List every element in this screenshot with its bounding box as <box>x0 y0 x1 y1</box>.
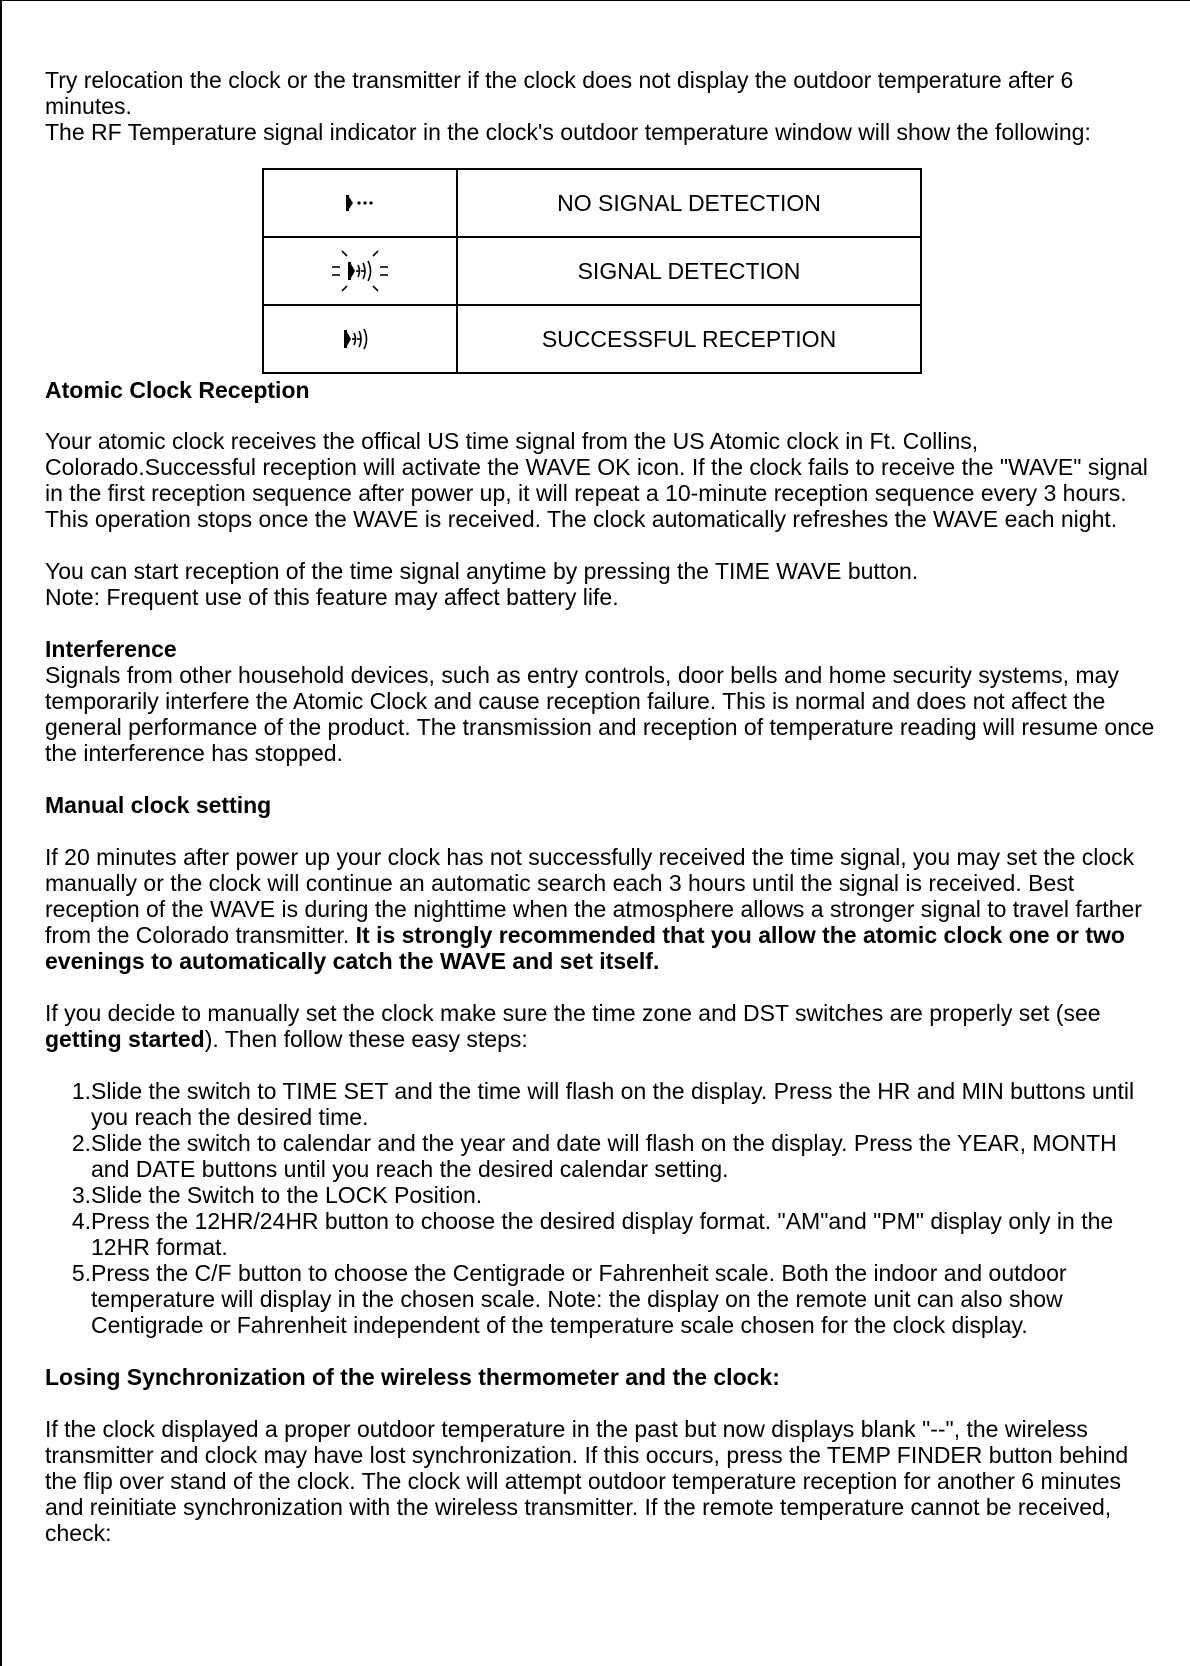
signal-detection-label: SIGNAL DETECTION <box>457 237 921 305</box>
recommendation-bold: It is strongly recommended that you allow the atomic clock one or two evenings to automatically catch the WAVE and set itself. <box>45 922 1125 974</box>
signal-indicator-table <box>262 168 922 374</box>
signal-detection-icon <box>320 241 400 301</box>
sync-paragraph: If the clock displayed a proper outdoor temperature in the past but now displays blank "--", the wireless transmitter and clock may have lost synchronization. If this occurs, press the TEMP FINDER button behind the flip over stand of the clock. The clock will attempt outdoor temperature reception for another 6 minutes and reinitiate synchronization with the wireless transmitter. If the remote temperature cannot be received, check: <box>45 1416 1129 1546</box>
atomic-paragraph: Your atomic clock receives the offical US time signal from the US Atomic clock in Ft. Collins, Colorado.Successful reception will activate the WAVE OK icon. If the clock fails to receive the "WAVE" signal in the first reception sequence after power up, it will repeat a 10-minute reception sequence every 3 hours. This operation stops once the WAVE is received. The clock automatically refreshes the WAVE each night. <box>45 428 1148 532</box>
no-signal-icon <box>340 189 380 217</box>
list-item: 5. Press the C/F button to choose the Centigrade or Fahrenheit scale. Both the indoor and outdoor temperature will display in the chosen scale. Note: the display on the remote unit can also show Centigrade or Fahrenheit independent of the temperature scale chosen for the clock display. <box>71 1260 1067 1338</box>
interference-heading: Interference <box>45 636 177 662</box>
time-wave-line: You can start reception of the time signal anytime by pressing the TIME WAVE button. <box>45 558 919 584</box>
list-item: 2. Slide the switch to calendar and the year and date will flash on the display. Press the YEAR, MONTH and DATE buttons until you reach the desired calendar setting. <box>71 1130 1117 1182</box>
atomic-clock-heading: Atomic Clock Reception <box>45 377 310 403</box>
manual-paragraph-1: If 20 minutes after power up your clock has not successfully received the time signal, you may set the clock manually or the clock will continue an automatic search each 3 hours until the signal is received. Best reception of the WAVE is during the nighttime when the atmosphere allows a stronger signal to travel farther from the Colorado transmitter. It is strongly recommended that you allow the atomic clock one or two evenings to automatically catch the WAVE and set itself. <box>45 844 1142 974</box>
successful-reception-icon <box>338 322 382 356</box>
interference-paragraph: Signals from other household devices, such as entry controls, door bells and home security systems, may temporarily interfere the Atomic Clock and cause reception failure. This is normal and does not affect the general performance of the product. The transmission and reception of temperature reading will resume once the interference has stopped. <box>45 662 1155 766</box>
getting-started-ref: getting started <box>45 1026 205 1052</box>
table-row <box>263 305 921 373</box>
no-signal-label: NO SIGNAL DETECTION <box>457 169 921 237</box>
intro-block <box>45 67 1157 145</box>
sync-heading: Losing Synchronization of the wireless thermometer and the clock: <box>45 1364 780 1390</box>
manual-setting-heading: Manual clock setting <box>45 792 272 818</box>
list-item: 4. Press the 12HR/24HR button to choose the desired display format. "AM"and "PM" display only in the 12HR format. <box>71 1208 1114 1260</box>
battery-note: Note: Frequent use of this feature may affect battery life. <box>45 584 619 610</box>
list-item: 3. Slide the Switch to the LOCK Position. <box>71 1182 483 1208</box>
list-item: 1. Slide the switch to TIME SET and the time will flash on the display. Press the HR and MIN buttons until you reach the desired time. <box>71 1078 1135 1130</box>
successful-reception-label: SUCCESSFUL RECEPTION <box>457 305 921 373</box>
table-row <box>263 169 921 237</box>
intro-line-1: Try relocation the clock or the transmitter if the clock does not display the outdoor temperature after 6 minutes. <box>45 67 1074 119</box>
main-text <box>45 428 1157 1546</box>
manual-paragraph-2: If you decide to manually set the clock make sure the time zone and DST switches are properly set (see getting started). Then follow these easy steps: <box>45 1000 1101 1052</box>
table-row <box>263 237 921 305</box>
steps-list <box>45 1078 1157 1338</box>
intro-line-2: The RF Temperature signal indicator in the clock's outdoor temperature window will show the following: <box>45 119 1091 145</box>
